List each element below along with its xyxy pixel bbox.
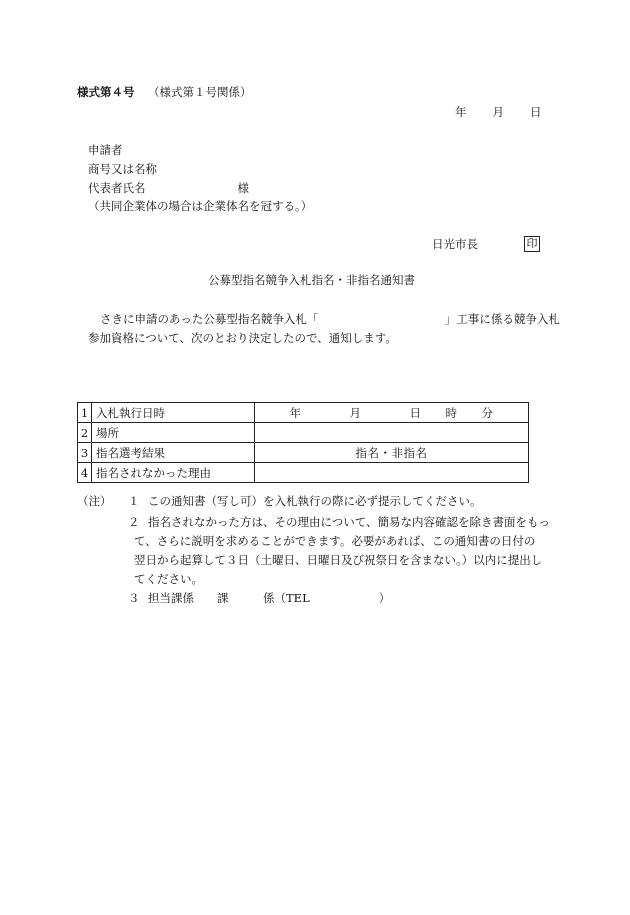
table-row [78, 423, 529, 443]
jv-note: （共同企業体の場合は企業体名を冠する。） [88, 199, 313, 213]
body-line-1: さきに申請のあった公募型指名競争入札「 」工事に係る競争入札 [100, 312, 560, 326]
document-title: 公募型指名競争入札指名・非指名通知書 [208, 273, 415, 287]
row-item: 指名されなかった理由 [92, 463, 255, 483]
row-item: 場所 [92, 423, 255, 443]
note-1-text: この通知書（写し可）を入札執行の際に必ず提示してください。 [148, 494, 482, 508]
date-field: 年 月 日 [455, 105, 543, 119]
row-value: 年 月 日 時 分 [255, 403, 529, 423]
note-3-text: 担当課係 課 係（TEL ） [148, 591, 391, 605]
note-1-number: １ [128, 494, 140, 508]
seal-icon: 印 [524, 236, 540, 252]
row-value [255, 463, 529, 483]
representative-label: 代表者氏名 様 [88, 181, 249, 195]
row-number: 2 [78, 423, 92, 443]
row-number: 1 [78, 403, 92, 423]
note-2-line-4: てください。 [134, 572, 203, 586]
row-value [255, 423, 529, 443]
table-row [78, 443, 529, 463]
issuer-name: 日光市長 [432, 237, 478, 251]
seal-mark [524, 235, 540, 252]
form-relation: （様式第１号関係） [148, 85, 252, 99]
row-number: 3 [78, 443, 92, 463]
row-number: 4 [78, 463, 92, 483]
body-line-2: 参加資格について、次のとおり決定したので、通知します。 [88, 331, 397, 345]
form-number: 様式第４号 [77, 85, 135, 99]
table-row [78, 463, 529, 483]
note-2-line-2: て、さらに説明を求めることができます。必要があれば、この通知書の日付の [134, 534, 536, 548]
row-item: 入札執行日時 [92, 403, 255, 423]
row-value: 指名・非指名 [255, 443, 529, 463]
note-2-line-1: 指名されなかった方は、その理由について、簡易な内容確認を除き書面をもっ [148, 515, 551, 529]
note-2-number: ２ [128, 515, 140, 529]
company-name-label: 商号又は名称 [88, 162, 157, 176]
notes-label: （注） [77, 494, 112, 508]
row-item: 指名選考結果 [92, 443, 255, 463]
info-table [77, 402, 529, 483]
table-row [78, 403, 529, 423]
note-3-number: ３ [128, 591, 140, 605]
applicant-label: 申請者 [88, 143, 123, 157]
note-2-line-3: 翌日から起算して３日（土曜日、日曜日及び祝祭日を含まない。）以内に提出し [134, 553, 543, 567]
